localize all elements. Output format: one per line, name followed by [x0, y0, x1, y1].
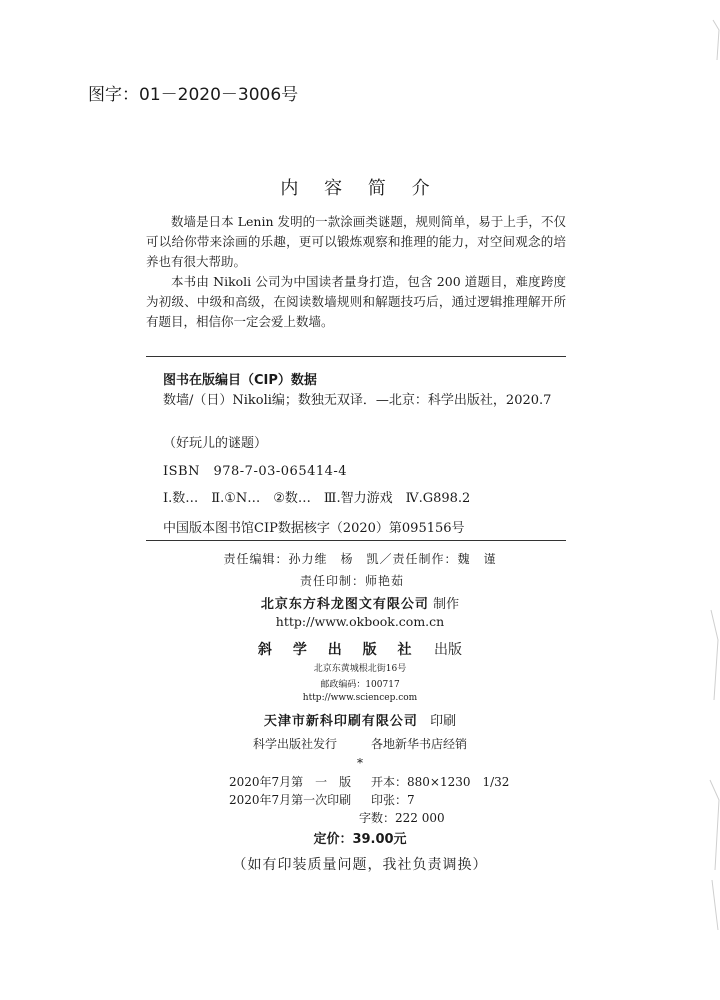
impression: 2020年7月第一次印刷: [229, 793, 352, 807]
cip-classification: Ⅰ.数… Ⅱ.①N… ②数… Ⅲ.智力游戏 Ⅳ.G898.2: [163, 491, 471, 506]
printing-lead-credit: 责任印制：师艳茹: [300, 574, 405, 588]
intro-paragraph: 本书由 Nikoli 公司为中国读者量身打造，包含 200 道题目，难度跨度为初级、中级和高级，在阅读数墙规则和解题技巧后，通过逻辑推理解开所有题目，相信你一定会爱上数墙。: [146, 274, 566, 329]
publisher-postcode: 邮政编码：100717: [320, 680, 400, 690]
cip-main-entry: 数墙/（日）Nikoli编；数独无双译．—北京：科学出版社，2020.7: [163, 393, 552, 408]
printer-line: [0, 710, 720, 729]
editors-credit: 责任编辑：孙力维 杨 凯／责任制作：魏 谨: [223, 552, 497, 566]
publisher-role: 出版: [433, 642, 462, 658]
distribution-line: [0, 735, 720, 752]
separator-asterisk: *: [357, 756, 363, 770]
cip-title: 图书在版编目（CIP）数据: [163, 373, 317, 388]
producer-url: http://www.okbook.com.cn: [275, 614, 445, 629]
producer-role: 制作: [433, 597, 460, 612]
publisher-url: http://www.sciencep.com: [302, 693, 418, 703]
exchange-note: （如有印装质量问题，我社负责调换）: [232, 857, 488, 873]
divider: [146, 540, 566, 541]
cip-isbn: ISBN 978-7-03-065414-4: [163, 464, 348, 479]
producer-line: [0, 593, 720, 612]
printer-role: 印刷: [430, 714, 457, 729]
printer-name: 天津市新科印刷有限公司: [263, 714, 418, 729]
producer-name: 北京东方科龙图文有限公司: [260, 597, 429, 612]
cip-core-data: 中国版本图书馆CIP数据核字（2020）第095156号: [163, 521, 465, 536]
intro-paragraph: 数墙是日本 Lenin 发明的一款涂画类谜题，规则简单，易于上手，不仅可以给你带来涂画的乐趣，更可以锻炼观察和推理的能力，对空间观念的培养也有很大帮助。: [146, 214, 566, 269]
publisher-line: [0, 639, 720, 659]
scan-edge-artifact: [705, 0, 720, 1000]
publisher-name: 斜 学 出 版 社: [258, 642, 420, 658]
format: 开本：880×1230 1/32: [371, 775, 510, 789]
divider: [146, 356, 566, 357]
intro-body: [146, 212, 566, 332]
distributor: 科学出版社发行: [252, 737, 337, 751]
price: 定价：39.00元: [313, 832, 407, 847]
registration-number: 图字：01－2020－3006号: [88, 85, 299, 105]
publisher-address: 北京东黄城根北街16号: [313, 664, 407, 674]
cip-series: （好玩儿的谜题）: [163, 436, 268, 451]
printed-sheets: 印张：7: [371, 793, 415, 807]
word-count: 字数：222 000: [359, 811, 445, 825]
edition: 2020年7月第 一 版: [229, 775, 352, 789]
intro-heading: 内 容 简 介: [280, 178, 440, 199]
retailer: 各地新华书店经销: [371, 737, 468, 751]
